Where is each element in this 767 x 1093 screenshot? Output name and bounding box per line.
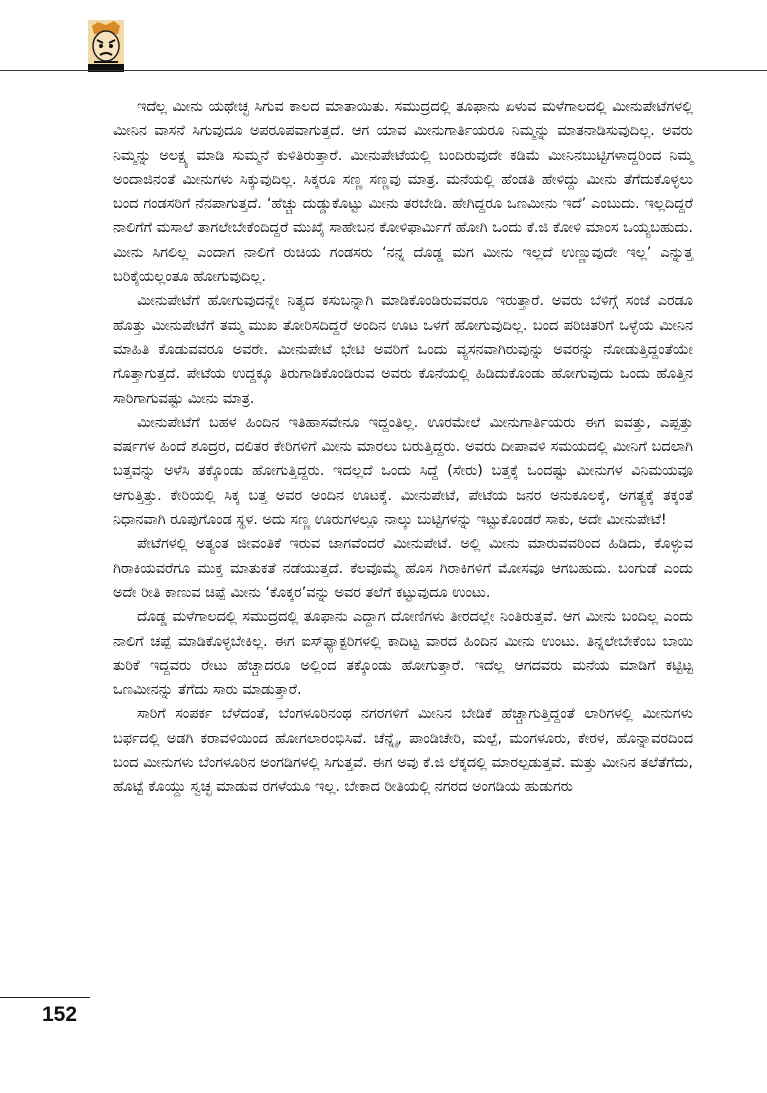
paragraph: ಸಾರಿಗೆ ಸಂಪರ್ಕ ಬೆಳೆದಂತೆ, ಬೆಂಗಳೂರಿನಂಥ ನಗರಗಳಿಗೆ ಮೀನಿನ ಬೇಡಿಕೆ ಹೆಚ್ಚಾಗುತ್ತಿದ್ದಂತೆ ಲಾರಿಗಳಲ್ಲಿ ಮೀನುಗಳು ಬರ್ಫದಲ್ಲಿ ಅಡಗಿ ಕರಾವಳಿಯಿಂದ ಹೋಗಲಾರಂಭಿಸಿವೆ. ಚೆನ್ನೈ, ಪಾಂಡಿಚೇರಿ, ಮಲ್ಪೆ, ಮಂಗಳೂರು, ಕೇರಳ, ಹೊನ್ನಾವರದಿಂದ ಬಂದ ಮೀನುಗಳು ಬೆಂಗಳೂರಿನ ಅಂಗಡಿಗಳಲ್ಲಿ ಸಿಗುತ್ತವೆ. ಈಗ ಅವು ಕೆ.ಜಿ ಲೆಕ್ಕದಲ್ಲಿ ಮಾರಲ್ಪಡುತ್ತವೆ. ಮತ್ತು ಮೀನಿನ ತಲೆತೆಗೆದು, ಹೊಟ್ಟೆ ಕೊಯ್ದು ಸ್ವಚ್ಛ ಮಾಡುವ ರಗಳೆಯೂ ಇಲ್ಲ. ಬೇಕಾದ ರೀತಿಯಲ್ಲಿ ನಗರದ ಅಂಗಡಿಯ ಹುಡುಗರು [113,706,693,796]
paragraph: ಮೀನುಪೇಟೆಗೆ ಬಹಳ ಹಿಂದಿನ ಇತಿಹಾಸವೇನೂ ಇದ್ದಂತಿಲ್ಲ. ಊರಮೇಲೆ ಮೀನುಗಾರ್ತಿಯರು ಈಗ ಐವತ್ತು, ಎಪ್ಪತ್ತು ವರ್ಷಗಳ ಹಿಂದೆ ಶೂದ್ರರ, ದಲಿತರ ಕೇರಿಗಳಿಗೆ ಮೀನು ಮಾರಲು ಬರುತ್ತಿದ್ದರು. ಅವರು ದೀಪಾವಳಿ ಸಮಯದಲ್ಲಿ ಮೀನಿಗೆ ಬದಲಾಗಿ ಬತ್ತವನ್ನು ಅಳೆಸಿ ತಕ್ಕೊಂಡು ಹೋಗುತ್ತಿದ್ದರು. ಇದಲ್ಲದೆ ಒಂದು ಸಿದ್ದೆ (ಸೇರು) ಬತ್ತಕ್ಕೆ ಒಂದಷ್ಟು ಮೀನುಗಳ ವಿನಿಮಯವೂ ಆಗುತ್ತಿತ್ತು. ಕೇರಿಯಲ್ಲಿ ಸಿಕ್ಕ ಬತ್ತ ಅವರ ಅಂದಿನ ಊಟಕ್ಕೆ. ಮೀನುಪೇಟೆ, ಪೇಟೆಯ ಜನರ ಅನುಕೂಲಕ್ಕೆ, ಅಗತ್ಯಕ್ಕೆ ತಕ್ಕಂತೆ ನಿಧಾನವಾಗಿ ರೂಪುಗೊಂಡ ಸ್ಥಳ. ಅದು ಸಣ್ಣ ಊರುಗಳಲ್ಲೂ ನಾಲ್ಕು ಬುಟ್ಟಿಗಳನ್ನು ಇಟ್ಟುಕೊಂಡರೆ ಸಾಕು, ಅದೇ ಮೀನುಪೇಟೆ! [113,414,693,529]
paragraph: ಇದೆಲ್ಲ ಮೀನು ಯಥೇಚ್ಛ ಸಿಗುವ ಕಾಲದ ಮಾತಾಯಿತು. ಸಮುದ್ರದಲ್ಲಿ ತೂಫಾನು ಏಳುವ ಮಳೆಗಾಲದಲ್ಲಿ ಮೀನುಪೇಟೆಗಳಲ್ಲಿ ಮೀನಿನ ವಾಸನೆ ಸಿಗುವುದೂ ಅಪರೂಪವಾಗುತ್ತದೆ. ಆಗ ಯಾವ ಮೀನುಗಾರ್ತಿಯರೂ ನಿಮ್ಮನ್ನು ಮಾತನಾಡಿಸುವುದಿಲ್ಲ. ಅವರು ನಿಮ್ಮನ್ನು ಅಲಕ್ಷ್ಯ ಮಾಡಿ ಸುಮ್ಮನೆ ಕುಳಿತಿರುತ್ತಾರೆ. ಮೀನುಪೇಟೆಯಲ್ಲಿ ಬಂದಿರುವುದೇ ಕಡಿಮೆ ಮೀನಿನಬುಟ್ಟಿಗಳಾದ್ದರಿಂದ ನಿಮ್ಮ ಅಂದಾಜಿನಂತೆ ಮೀನುಗಳು ಸಿಕ್ಕುವುದಿಲ್ಲ. ಸಿಕ್ಕರೂ ಸಣ್ಣ ಸಣ್ಣವು ಮಾತ್ರ. ಮನೆಯಲ್ಲಿ ಹೆಂಡತಿ ಹೇಳಿದ್ದು ಮೀನು ತೆಗೆದುಕೊಳ್ಳಲು ಬಂದ ಗಂಡಸರಿಗೆ ನೆನಪಾಗುತ್ತದೆ. ‘ಹೆಚ್ಚು ದುಡ್ಡುಕೊಟ್ಟು ಮೀನು ತರಬೇಡಿ. ಹೇಗಿದ್ದರೂ ಒಣಮೀನು ಇದೆ’ ಎಂಬುದು. ಇಲ್ಲದಿದ್ದರೆ ನಾಲಿಗೆಗೆ ಮಸಾಲೆ ತಾಗಲೇಬೇಕೆಂದಿದ್ದರೆ ಮುಖೈ ಸಾಹೇಬನ ಕೋಳಿಫಾರ್ಮಿಗೆ ಹೋಗಿ ಒಂದು ಕೆ.ಜಿ ಕೋಳಿ ಮಾಂಸ ಒಯ್ಯಬಹುದು. ಮೀನು ಸಿಗಲಿಲ್ಲ ಎಂದಾಗ ನಾಲಿಗೆ ರುಚಿಯ ಗಂಡಸರು ‘ನನ್ನ ದೊಡ್ಡ ಮಗ ಮೀನು ಇಲ್ಲದೆ ಉಣ್ಣುವುದೇ ಇಲ್ಲ’ ಎನ್ನುತ್ತ ಬರಿಕೈಯಲ್ಲಂತೂ ಹೋಗುವುದಿಲ್ಲ. [113,99,693,286]
article-body [113,95,693,800]
page-number: 152 [42,1003,78,1026]
header-rule [0,70,767,71]
paragraph: ಮೀನುಪೇಟೆಗೆ ಹೋಗುವುದನ್ನೇ ನಿತ್ಯದ ಕಸುಬನ್ನಾಗಿ ಮಾಡಿಕೊಂಡಿರುವವರೂ ಇರುತ್ತಾರೆ. ಅವರು ಬೆಳಿಗ್ಗೆ ಸಂಜೆ ಎರಡೂ ಹೊತ್ತು ಮೀನುಪೇಟೆಗೆ ತಮ್ಮ ಮುಖ ತೋರಿಸದಿದ್ದರೆ ಅಂದಿನ ಊಟ ಒಳಗೆ ಹೋಗುವುದಿಲ್ಲ. ಬಂದ ಪರಿಚಿತರಿಗೆ ಒಳ್ಳೆಯ ಮೀನಿನ ಮಾಹಿತಿ ಕೊಡುವವರೂ ಅವರೇ. ಮೀನುಪೇಟೆ ಭೇಟಿ ಅವರಿಗೆ ಒಂದು ವ್ಯಸನವಾಗಿರುವುನ್ನು ಅವರನ್ನು ನೋಡುತ್ತಿದ್ದಂತೆಯೇ ಗೊತ್ತಾಗುತ್ತದೆ. ಪೇಟೆಯ ಉದ್ದಕ್ಕೂ ತಿರುಗಾಡಿಕೊಂಡಿರುವ ಅವರು ಕೊನೆಯಲ್ಲಿ ಹಿಡಿದುಕೊಂಡು ಹೋಗುವುದು ಒಂದು ಹೊತ್ತಿನ ಸಾರಿಗಾಗುವಷ್ಟು ಮೀನು ಮಾತ್ರ. [113,293,693,407]
angry-face-icon [88,20,124,72]
paragraph: ದೊಡ್ಡ ಮಳೆಗಾಲದಲ್ಲಿ ಸಮುದ್ರದಲ್ಲಿ ತೂಫಾನು ಎದ್ದಾಗ ದೋಣಿಗಳು ತೀರದಲ್ಲೇ ನಿಂತಿರುತ್ತವೆ. ಆಗ ಮೀನು ಬಂದಿಲ್ಲ ಎಂದು ನಾಲಿಗೆ ಚಪ್ಪೆ ಮಾಡಿಕೊಳ್ಳಬೇಕಿಲ್ಲ. ಈಗ ಐಸ್‌ಫ್ಯಾಕ್ಟರಿಗಳಲ್ಲಿ ಕಾದಿಟ್ಟ ವಾರದ ಹಿಂದಿನ ಮೀನು ಉಂಟು. ತಿನ್ನಲೇಬೇಕೆಂಬ ಬಾಯಿ ತುರಿಕೆ ಇದ್ದವರು ರೇಟು ಹೆಚ್ಚಾದರೂ ಅಲ್ಲಿಂದ ತಕ್ಕೊಂಡು ಹೋಗುತ್ತಾರೆ. ಇದೆಲ್ಲ ಆಗದವರು ಮನೆಯ ಮಾಡಿಗೆ ಕಟ್ಟಿಟ್ಟ ಒಣಮೀನನ್ನು ತೆಗೆದು ಸಾರು ಮಾಡುತ್ತಾರೆ. [113,609,693,699]
paragraph: ಪೇಟೆಗಳಲ್ಲಿ ಅತ್ಯಂತ ಜೀವಂತಿಕೆ ಇರುವ ಜಾಗವೆಂದರೆ ಮೀನುಪೇಟೆ. ಅಲ್ಲಿ ಮೀನು ಮಾರುವವರಿಂದ ಹಿಡಿದು, ಕೊಳ್ಳುವ ಗಿರಾಕಿಯವರೆಗೂ ಮುಕ್ತ ಮಾತುಕತೆ ನಡೆಯುತ್ತದೆ. ಕೆಲವೊಮ್ಮೆ ಹೊಸ ಗಿರಾಕಿಗಳಿಗೆ ಮೋಸವೂ ಆಗಬಹುದು. ಬಂಗುಡೆ ಎಂದು ಅದೇ ರೀತಿ ಕಾಣುವ ಚಿಪ್ಪೆ ಮೀನು ‘ಕೊಕ್ಕರ’ವನ್ನು ಅವರ ತಲೆಗೆ ಕಟ್ಟುವುದೂ ಉಂಟು. [113,536,693,601]
page-number-rule [0,997,90,998]
